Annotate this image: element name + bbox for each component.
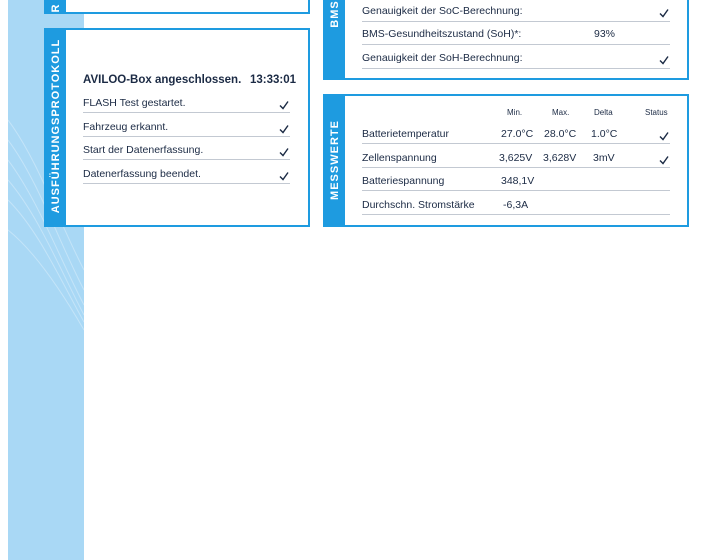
protocol-step: Fahrzeug erkannt. bbox=[83, 121, 169, 133]
protocol-header-time: 13:33:01 bbox=[250, 74, 297, 86]
measurement-label: Zellenspannung bbox=[362, 152, 437, 164]
check-icon bbox=[659, 8, 669, 18]
column-header-delta: Delta bbox=[594, 108, 613, 117]
column-header-min: Min. bbox=[507, 108, 523, 117]
check-icon bbox=[279, 124, 289, 134]
measurement-label: Batteriespannung bbox=[362, 175, 445, 187]
measurement-min: -6,3A bbox=[503, 199, 529, 211]
divider bbox=[83, 159, 290, 160]
measurement-max: 3,628V bbox=[543, 152, 577, 164]
protocol-step: Start der Datenerfassung. bbox=[83, 144, 204, 156]
panel-tab bbox=[46, 30, 66, 225]
measurement-delta: 1.0°C bbox=[591, 128, 618, 140]
divider bbox=[362, 167, 670, 168]
divider bbox=[83, 112, 290, 113]
panel-tab-label: BMS bbox=[329, 0, 341, 28]
measurement-label: Durchschn. Stromstärke bbox=[362, 199, 475, 211]
check-icon bbox=[659, 55, 669, 65]
divider bbox=[362, 21, 670, 22]
panel-tab-label: AUSFÜHRUNGSPROTOKOLL bbox=[50, 38, 62, 214]
bms-row-label: Genauigkeit der SoH-Berechnung: bbox=[362, 52, 523, 64]
bms-row-label: BMS-Gesundheitszustand (SoH)*: bbox=[362, 28, 522, 40]
protocol-step: FLASH Test gestartet. bbox=[83, 97, 186, 109]
panel-tab bbox=[46, 0, 66, 12]
measurements-panel bbox=[323, 94, 689, 227]
divider bbox=[83, 136, 290, 137]
check-icon bbox=[659, 131, 669, 141]
bms-row-label: Genauigkeit der SoC-Berechnung: bbox=[362, 5, 523, 17]
divider bbox=[362, 214, 670, 215]
divider bbox=[83, 183, 290, 184]
protocol-header-label: AVILOO-Box angeschlossen. bbox=[83, 74, 242, 86]
panel-tab-label: R bbox=[50, 3, 62, 13]
divider bbox=[362, 190, 670, 191]
divider bbox=[362, 68, 670, 69]
protocol-step: Datenerfassung beendet. bbox=[83, 168, 201, 180]
panel-tab-label: MESSWERTE bbox=[329, 120, 341, 200]
panel-tab bbox=[325, 0, 345, 78]
report-panel-partial bbox=[44, 0, 310, 14]
check-icon bbox=[279, 100, 289, 110]
column-header-status: Status bbox=[645, 108, 668, 117]
check-icon bbox=[659, 155, 669, 165]
execution-protocol-panel bbox=[44, 28, 310, 227]
divider bbox=[362, 143, 670, 144]
measurement-min: 27.0°C bbox=[501, 128, 534, 140]
measurement-min: 3,625V bbox=[499, 152, 533, 164]
measurement-label: Batterietemperatur bbox=[362, 128, 449, 140]
panel-tab bbox=[325, 96, 345, 225]
bms-panel bbox=[323, 0, 689, 80]
divider bbox=[362, 44, 670, 45]
check-icon bbox=[279, 171, 289, 181]
measurement-delta: 3mV bbox=[593, 152, 615, 164]
check-icon bbox=[279, 147, 289, 157]
column-header-max: Max. bbox=[552, 108, 570, 117]
measurement-max: 28.0°C bbox=[544, 128, 577, 140]
measurement-min: 348,1V bbox=[501, 175, 535, 187]
bms-row-value: 93% bbox=[594, 28, 616, 40]
